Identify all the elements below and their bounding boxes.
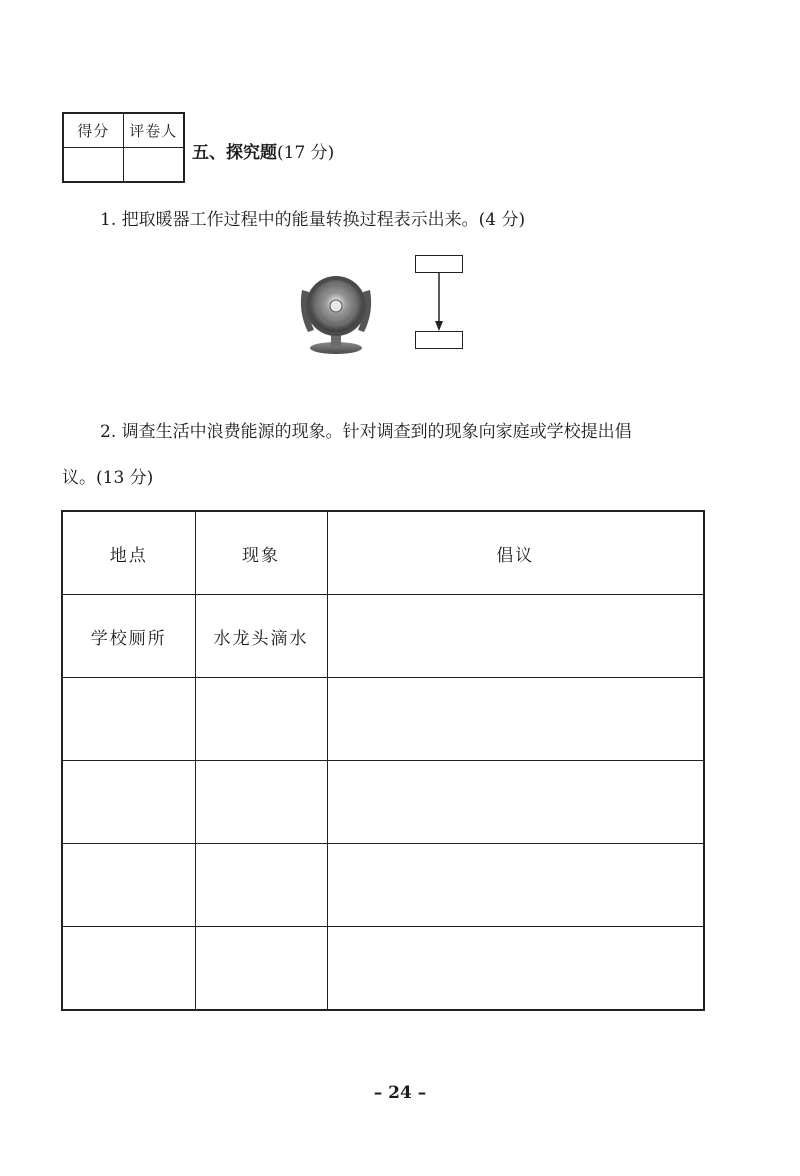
table-row bbox=[62, 595, 704, 678]
section-heading bbox=[192, 138, 334, 163]
energy-flow-diagram bbox=[415, 255, 467, 351]
section-score: (17 分) bbox=[277, 143, 335, 163]
location-cell[interactable] bbox=[62, 761, 195, 844]
phenomenon-cell[interactable] bbox=[195, 678, 327, 761]
location-cell[interactable] bbox=[62, 844, 195, 927]
table-row bbox=[62, 927, 704, 1011]
table-row bbox=[62, 761, 704, 844]
question-2-line-2: 议。(13 分) bbox=[62, 468, 154, 488]
page-number: – 24 – bbox=[373, 1083, 427, 1103]
proposal-cell[interactable] bbox=[327, 927, 704, 1011]
location-cell[interactable] bbox=[62, 927, 195, 1011]
question-2-line-1: 2. 调查生活中浪费能源的现象。针对调查到的现象向家庭或学校提出倡 bbox=[100, 422, 632, 442]
down-arrow-icon bbox=[415, 273, 463, 331]
grader-value-field[interactable] bbox=[124, 148, 184, 182]
section-title: 五、探究题 bbox=[192, 143, 277, 163]
score-box bbox=[62, 112, 185, 183]
table-row bbox=[62, 844, 704, 927]
proposal-cell[interactable] bbox=[327, 761, 704, 844]
phenomenon-cell[interactable] bbox=[195, 844, 327, 927]
phenomenon-cell[interactable] bbox=[195, 761, 327, 844]
table-header-row bbox=[62, 511, 704, 595]
score-value-field[interactable] bbox=[64, 148, 124, 182]
question-1: 1. 把取暖器工作过程中的能量转换过程表示出来。(4 分) bbox=[100, 210, 526, 230]
survey-table bbox=[61, 510, 705, 1011]
header-phenomenon: 现象 bbox=[195, 511, 327, 595]
grader-label: 评卷人 bbox=[124, 114, 184, 148]
phenomenon-cell[interactable] bbox=[195, 927, 327, 1011]
header-proposal: 倡议 bbox=[327, 511, 704, 595]
proposal-cell[interactable] bbox=[327, 595, 704, 678]
header-location: 地点 bbox=[62, 511, 195, 595]
location-cell[interactable]: 学校厕所 bbox=[62, 595, 195, 678]
heater-icon bbox=[296, 270, 376, 355]
phenomenon-cell[interactable]: 水龙头滴水 bbox=[195, 595, 327, 678]
score-label: 得分 bbox=[64, 114, 124, 148]
table-row bbox=[62, 678, 704, 761]
energy-input-box[interactable] bbox=[415, 255, 463, 273]
location-cell[interactable] bbox=[62, 678, 195, 761]
energy-output-box[interactable] bbox=[415, 331, 463, 349]
proposal-cell[interactable] bbox=[327, 678, 704, 761]
proposal-cell[interactable] bbox=[327, 844, 704, 927]
